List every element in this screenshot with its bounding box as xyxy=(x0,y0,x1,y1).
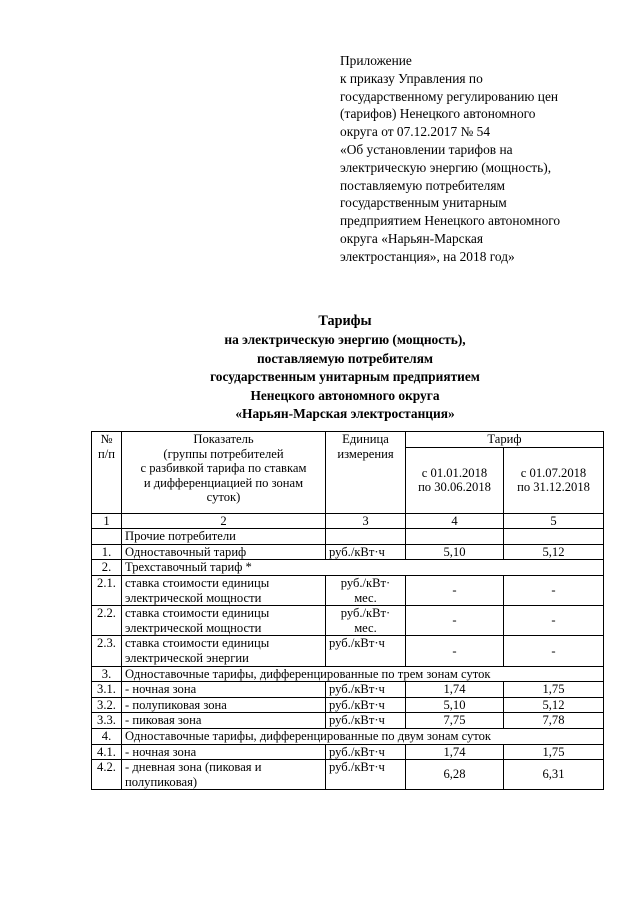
row-unit-line: руб./кВт· xyxy=(340,575,391,590)
header-indicator-line: (группы потребителей xyxy=(163,446,284,461)
header-unit-line: Единица xyxy=(342,432,389,446)
row-num: 2.1. xyxy=(92,575,122,605)
row-unit: руб./кВт·ч xyxy=(326,544,406,560)
row-value-2: 1,75 xyxy=(504,744,604,760)
title-line: Тарифы xyxy=(318,313,372,329)
header-tariff-cell: Тариф xyxy=(406,432,604,448)
header-indicator-line: Показатель xyxy=(193,432,254,446)
table-row xyxy=(92,544,604,560)
row-value-1: - xyxy=(406,636,504,666)
row-name-line: электрической мощности xyxy=(125,620,262,635)
column-number: 1 xyxy=(92,513,122,529)
table-row xyxy=(92,682,604,698)
row-name-line: ставка стоимости единицы xyxy=(125,575,270,590)
period-line: по 31.12.2018 xyxy=(517,480,590,495)
row-name: Одноставочные тарифы, дифференцированные по трем зонам суток xyxy=(122,666,604,682)
row-num: 4.1. xyxy=(92,744,122,760)
header-indicator-cell xyxy=(122,432,326,514)
row-name-line: электрической энергии xyxy=(125,650,249,665)
period-line: по 30.06.2018 xyxy=(418,480,491,495)
row-name-line: ставка стоимости единицы xyxy=(125,636,270,651)
appendix-line: Приложение xyxy=(340,53,412,68)
row-name-line: ставка стоимости единицы xyxy=(125,606,270,621)
column-number: 4 xyxy=(406,513,504,529)
header-num-line: № xyxy=(100,432,113,446)
table-header-row xyxy=(92,432,604,448)
appendix-line: электростанция», на 2018 год» xyxy=(340,248,515,264)
row-unit-line: руб./кВт· xyxy=(340,606,391,621)
row-value-1: 7,75 xyxy=(406,713,504,729)
row-unit: руб./кВт·ч xyxy=(326,713,406,729)
table-row xyxy=(92,575,604,605)
row-unit-line: мес. xyxy=(354,590,377,605)
row-value-2: 5,12 xyxy=(504,544,604,560)
row-name-line: электрической мощности xyxy=(125,590,262,605)
row-num: 3.2. xyxy=(92,697,122,713)
row-value-2: - xyxy=(504,636,604,666)
row-value-1: 1,74 xyxy=(406,744,504,760)
appendix-line: электрическую энергию (мощность), xyxy=(340,159,552,175)
appendix-line: округа «Нарьян-Марская xyxy=(340,230,483,246)
appendix-line: «Об установлении тарифов на xyxy=(340,141,513,157)
table-row xyxy=(92,666,604,682)
table-row xyxy=(92,728,604,744)
row-num: 2.3. xyxy=(92,636,122,666)
header-num-cell xyxy=(92,432,122,514)
row-value-2: - xyxy=(504,575,604,605)
row-name: Одноставочные тарифы, дифференцированные по двум зонам суток xyxy=(122,728,604,744)
appendix-line: поставляемую потребителям xyxy=(340,177,505,193)
row-name: - пиковая зона xyxy=(122,713,326,729)
row-num: 3.3. xyxy=(92,713,122,729)
header-period-2 xyxy=(504,447,604,513)
row-num: 2. xyxy=(92,560,122,576)
row-name: - ночная зона xyxy=(122,682,326,698)
row-name: Трехставочный тариф * xyxy=(122,560,604,576)
row-unit xyxy=(326,575,406,605)
appendix-line: к приказу Управления по xyxy=(340,70,483,86)
row-unit: руб./кВт·ч xyxy=(326,636,406,666)
row-value-2: 1,75 xyxy=(504,682,604,698)
column-number: 2 xyxy=(122,513,326,529)
row-value-1: 1,74 xyxy=(406,682,504,698)
header-num-line: п/п xyxy=(98,446,115,461)
table-row xyxy=(92,697,604,713)
header-indicator-line: суток) xyxy=(206,490,241,505)
appendix-line: предприятием Ненецкого автономного xyxy=(340,213,561,229)
row-value-2: 5,12 xyxy=(504,697,604,713)
row-num: 4.2. xyxy=(92,760,122,790)
row-value-1: 6,28 xyxy=(406,760,504,790)
row-unit-line: мес. xyxy=(354,620,377,635)
row-name-line: - дневная зона (пиковая и xyxy=(125,760,262,775)
row-value-1: 5,10 xyxy=(406,544,504,560)
title-line: «Нарьян-Марская электростанция» xyxy=(235,406,455,422)
row-unit: руб./кВт·ч xyxy=(326,744,406,760)
row-num: 2.2. xyxy=(92,606,122,636)
table-row xyxy=(92,713,604,729)
row-name xyxy=(122,636,326,666)
appendix-line: государственному регулированию цен xyxy=(340,88,559,104)
section-title: Прочие потребители xyxy=(122,529,326,545)
row-value-1: - xyxy=(406,575,504,605)
title-line: поставляемую потребителям xyxy=(256,350,434,366)
header-unit-cell xyxy=(326,432,406,514)
row-value-1: 5,10 xyxy=(406,697,504,713)
title-line: государственным унитарным предприятием xyxy=(210,369,480,385)
header-unit-line: измерения xyxy=(337,446,394,461)
row-value-1: - xyxy=(406,606,504,636)
appendix-line: округа от 07.12.2017 № 54 xyxy=(340,124,491,140)
row-value-2: - xyxy=(504,606,604,636)
row-name: Одноставочный тариф xyxy=(122,544,326,560)
column-number: 3 xyxy=(326,513,406,529)
title-line: на электрическую энергию (мощность), xyxy=(224,332,466,348)
table-row xyxy=(92,606,604,636)
tariff-table xyxy=(91,431,604,790)
title-line: Ненецкого автономного округа xyxy=(250,387,440,403)
header-indicator-line: и дифференциацией по зонам xyxy=(143,475,304,490)
row-unit xyxy=(326,606,406,636)
row-num: 3. xyxy=(92,666,122,682)
row-name xyxy=(122,606,326,636)
document-title xyxy=(80,312,610,423)
row-value-2: 7,78 xyxy=(504,713,604,729)
section-row xyxy=(92,529,604,545)
period-line: с 01.07.2018 xyxy=(520,465,587,480)
appendix-line: (тарифов) Ненецкого автономного xyxy=(340,106,536,122)
period-line: с 01.01.2018 xyxy=(421,465,488,480)
row-name: - полупиковая зона xyxy=(122,697,326,713)
row-name: - ночная зона xyxy=(122,744,326,760)
row-num: 3.1. xyxy=(92,682,122,698)
row-unit: руб./кВт·ч xyxy=(326,697,406,713)
header-period-1 xyxy=(406,447,504,513)
appendix-line: государственным унитарным xyxy=(340,195,507,211)
column-numbers-row xyxy=(92,513,604,529)
row-name xyxy=(122,575,326,605)
row-num: 4. xyxy=(92,728,122,744)
row-name-line: полупиковая) xyxy=(125,774,198,789)
header-indicator-line: с разбивкой тарифа по ставкам xyxy=(140,461,307,476)
table-row xyxy=(92,760,604,790)
column-number: 5 xyxy=(504,513,604,529)
row-unit: руб./кВт·ч xyxy=(326,760,406,790)
table-row xyxy=(92,636,604,666)
table-row xyxy=(92,560,604,576)
row-num: 1. xyxy=(92,544,122,560)
table-row xyxy=(92,744,604,760)
row-value-2: 6,31 xyxy=(504,760,604,790)
row-name xyxy=(122,760,326,790)
appendix-header xyxy=(340,52,630,266)
row-unit: руб./кВт·ч xyxy=(326,682,406,698)
